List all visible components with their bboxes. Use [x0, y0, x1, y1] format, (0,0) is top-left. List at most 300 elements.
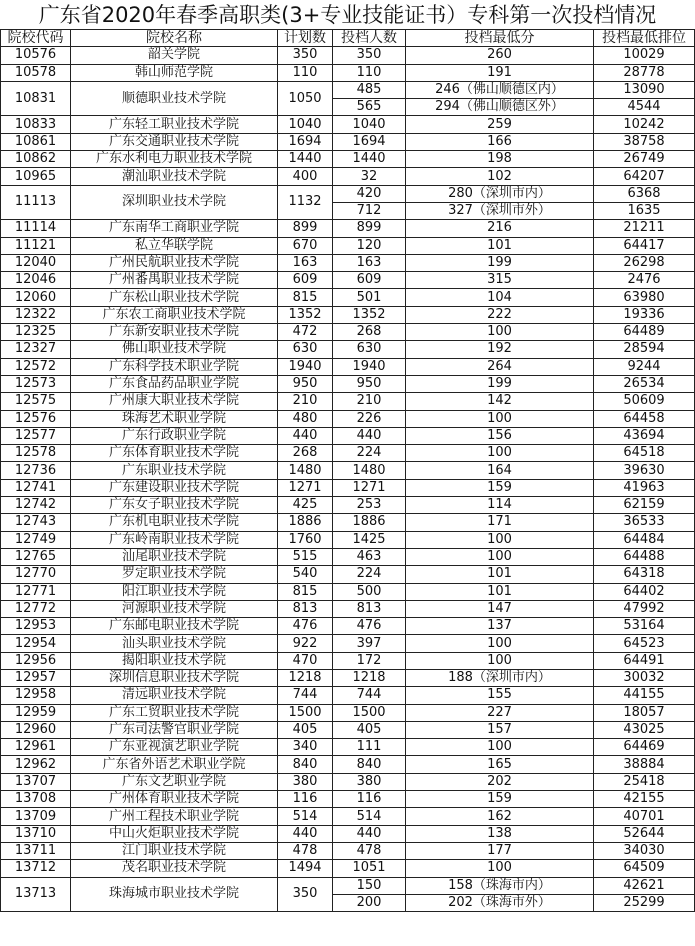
plan-count-cell: 476 — [278, 618, 333, 635]
min-score-cell: 227 — [406, 704, 594, 721]
min-score-cell: 171 — [406, 514, 594, 531]
admitted-count-cell: 380 — [333, 773, 406, 790]
admitted-count-cell: 1271 — [333, 479, 406, 496]
school-code-cell: 12953 — [1, 618, 71, 635]
school-code-cell: 12040 — [1, 254, 71, 271]
table-row — [1, 773, 695, 790]
plan-count-cell: 110 — [278, 64, 333, 81]
school-name-cell: 广东南华工商职业学院 — [71, 220, 278, 237]
plan-count-cell: 425 — [278, 497, 333, 514]
min-score-cell: 100 — [406, 548, 594, 565]
school-name-cell: 广东行政职业学院 — [71, 427, 278, 444]
min-rank-cell: 40701 — [594, 808, 695, 825]
min-score-cell: 164 — [406, 462, 594, 479]
plan-count-cell: 268 — [278, 445, 333, 462]
table-row — [1, 151, 695, 168]
table-row — [1, 566, 695, 583]
school-code-cell: 10831 — [1, 81, 71, 116]
plan-count-cell: 514 — [278, 808, 333, 825]
plan-count-cell: 380 — [278, 773, 333, 790]
school-name-cell: 广东农工商职业技术学院 — [71, 306, 278, 323]
min-rank-cell: 64489 — [594, 324, 695, 341]
min-score-cell: 159 — [406, 479, 594, 496]
min-rank-cell: 34030 — [594, 842, 695, 859]
plan-count-cell: 815 — [278, 583, 333, 600]
school-name-cell: 韩山师范学院 — [71, 64, 278, 81]
school-code-cell: 12572 — [1, 358, 71, 375]
school-name-cell: 广东司法警官职业学院 — [71, 721, 278, 738]
table-row — [1, 254, 695, 271]
plan-count-cell: 163 — [278, 254, 333, 271]
min-score-cell: 114 — [406, 497, 594, 514]
plan-count-cell: 670 — [278, 237, 333, 254]
school-code-cell: 11114 — [1, 220, 71, 237]
min-score-cell: 157 — [406, 721, 594, 738]
admitted-count-cell: 200 — [333, 894, 406, 911]
school-name-cell: 珠海艺术职业学院 — [71, 410, 278, 427]
min-score-cell: 188（深圳市内） — [406, 669, 594, 686]
school-code-cell: 13709 — [1, 808, 71, 825]
min-rank-cell: 44155 — [594, 687, 695, 704]
table-row — [1, 842, 695, 859]
table-row — [1, 306, 695, 323]
min-rank-cell: 2476 — [594, 272, 695, 289]
plan-count-cell: 350 — [278, 47, 333, 64]
plan-count-cell: 440 — [278, 427, 333, 444]
admitted-count-cell: 1480 — [333, 462, 406, 479]
min-rank-cell: 36533 — [594, 514, 695, 531]
school-name-cell: 广东科学技术职业学院 — [71, 358, 278, 375]
min-score-cell: 260 — [406, 47, 594, 64]
admitted-count-cell: 350 — [333, 47, 406, 64]
min-score-cell: 165 — [406, 756, 594, 773]
plan-count-cell: 1050 — [278, 81, 333, 116]
school-name-cell: 韶关学院 — [71, 47, 278, 64]
school-name-cell: 阳江职业技术学院 — [71, 583, 278, 600]
table-row — [1, 185, 695, 202]
admitted-count-cell: 478 — [333, 842, 406, 859]
table-row — [1, 81, 695, 98]
min-rank-cell: 18057 — [594, 704, 695, 721]
min-score-cell: 101 — [406, 583, 594, 600]
min-rank-cell: 64484 — [594, 531, 695, 548]
column-header-name: 院校名称 — [71, 30, 278, 47]
admitted-count-cell: 224 — [333, 566, 406, 583]
column-header-plan: 计划数 — [278, 30, 333, 47]
school-code-cell: 10578 — [1, 64, 71, 81]
table-row — [1, 220, 695, 237]
table-row — [1, 825, 695, 842]
admitted-count-cell: 405 — [333, 721, 406, 738]
admitted-count-cell: 485 — [333, 81, 406, 98]
school-code-cell: 12060 — [1, 289, 71, 306]
plan-count-cell: 1760 — [278, 531, 333, 548]
min-rank-cell: 53164 — [594, 618, 695, 635]
table-row — [1, 704, 695, 721]
min-rank-cell: 38884 — [594, 756, 695, 773]
table-row — [1, 791, 695, 808]
table-row — [1, 375, 695, 392]
min-rank-cell: 4544 — [594, 99, 695, 116]
min-score-cell: 100 — [406, 635, 594, 652]
admitted-count-cell: 268 — [333, 324, 406, 341]
min-rank-cell: 50609 — [594, 393, 695, 410]
plan-count-cell: 400 — [278, 168, 333, 185]
school-code-cell: 12046 — [1, 272, 71, 289]
school-name-cell: 潮汕职业技术学院 — [71, 168, 278, 185]
admitted-count-cell: 1886 — [333, 514, 406, 531]
admitted-count-cell: 1040 — [333, 116, 406, 133]
table-row — [1, 739, 695, 756]
min-score-cell: 100 — [406, 531, 594, 548]
school-code-cell: 12325 — [1, 324, 71, 341]
school-name-cell: 广州民航职业技术学院 — [71, 254, 278, 271]
table-row — [1, 168, 695, 185]
school-name-cell: 汕头职业技术学院 — [71, 635, 278, 652]
min-rank-cell: 26298 — [594, 254, 695, 271]
min-score-cell: 104 — [406, 289, 594, 306]
admitted-count-cell: 565 — [333, 99, 406, 116]
plan-count-cell: 540 — [278, 566, 333, 583]
table-row — [1, 116, 695, 133]
admitted-count-cell: 1352 — [333, 306, 406, 323]
school-name-cell: 顺德职业技术学院 — [71, 81, 278, 116]
table-row — [1, 721, 695, 738]
table-row — [1, 427, 695, 444]
plan-count-cell: 350 — [278, 877, 333, 912]
table-row — [1, 618, 695, 635]
school-code-cell: 12576 — [1, 410, 71, 427]
school-name-cell: 茂名职业技术学院 — [71, 860, 278, 877]
table-row — [1, 808, 695, 825]
min-rank-cell: 6368 — [594, 185, 695, 202]
school-code-cell: 12961 — [1, 739, 71, 756]
table-row — [1, 756, 695, 773]
min-rank-cell: 41963 — [594, 479, 695, 496]
min-score-cell: 147 — [406, 600, 594, 617]
min-score-cell: 294（佛山顺德区外） — [406, 99, 594, 116]
admitted-count-cell: 163 — [333, 254, 406, 271]
plan-count-cell: 1480 — [278, 462, 333, 479]
plan-count-cell: 478 — [278, 842, 333, 859]
min-score-cell: 198 — [406, 151, 594, 168]
min-score-cell: 156 — [406, 427, 594, 444]
admitted-count-cell: 712 — [333, 202, 406, 219]
school-name-cell: 广州康大职业技术学院 — [71, 393, 278, 410]
admitted-count-cell: 420 — [333, 185, 406, 202]
admitted-count-cell: 397 — [333, 635, 406, 652]
school-name-cell: 私立华联学院 — [71, 237, 278, 254]
table-row — [1, 877, 695, 894]
table-row — [1, 289, 695, 306]
admitted-count-cell: 514 — [333, 808, 406, 825]
table-body — [1, 47, 695, 912]
min-score-cell: 280（深圳市内） — [406, 185, 594, 202]
min-score-cell: 166 — [406, 133, 594, 150]
min-score-cell: 246（佛山顺德区内） — [406, 81, 594, 98]
min-rank-cell: 25418 — [594, 773, 695, 790]
admitted-count-cell: 172 — [333, 652, 406, 669]
min-score-cell: 199 — [406, 254, 594, 271]
plan-count-cell: 470 — [278, 652, 333, 669]
school-code-cell: 12578 — [1, 445, 71, 462]
admission-table — [0, 29, 695, 912]
school-name-cell: 深圳职业技术学院 — [71, 185, 278, 220]
admitted-count-cell: 440 — [333, 825, 406, 842]
min-rank-cell: 43025 — [594, 721, 695, 738]
table-row — [1, 64, 695, 81]
school-name-cell: 广东机电职业技术学院 — [71, 514, 278, 531]
admitted-count-cell: 1425 — [333, 531, 406, 548]
min-score-cell: 100 — [406, 410, 594, 427]
school-code-cell: 12743 — [1, 514, 71, 531]
admitted-count-cell: 501 — [333, 289, 406, 306]
school-code-cell: 12770 — [1, 566, 71, 583]
admitted-count-cell: 813 — [333, 600, 406, 617]
plan-count-cell: 1940 — [278, 358, 333, 375]
admitted-count-cell: 1218 — [333, 669, 406, 686]
admitted-count-cell: 1440 — [333, 151, 406, 168]
plan-count-cell: 1040 — [278, 116, 333, 133]
min-score-cell: 100 — [406, 445, 594, 462]
column-header-admitted: 投档人数 — [333, 30, 406, 47]
school-code-cell: 12765 — [1, 548, 71, 565]
admitted-count-cell: 224 — [333, 445, 406, 462]
plan-count-cell: 1694 — [278, 133, 333, 150]
min-score-cell: 100 — [406, 860, 594, 877]
min-score-cell: 162 — [406, 808, 594, 825]
school-code-cell: 10965 — [1, 168, 71, 185]
school-code-cell: 10576 — [1, 47, 71, 64]
plan-count-cell: 340 — [278, 739, 333, 756]
min-score-cell: 101 — [406, 237, 594, 254]
school-name-cell: 珠海城市职业技术学院 — [71, 877, 278, 912]
table-header-row — [1, 30, 695, 47]
min-score-cell: 137 — [406, 618, 594, 635]
min-rank-cell: 64458 — [594, 410, 695, 427]
table-row — [1, 341, 695, 358]
table-row — [1, 669, 695, 686]
min-rank-cell: 13090 — [594, 81, 695, 98]
school-code-cell: 12327 — [1, 341, 71, 358]
min-rank-cell: 64469 — [594, 739, 695, 756]
school-name-cell: 汕尾职业技术学院 — [71, 548, 278, 565]
plan-count-cell: 840 — [278, 756, 333, 773]
admitted-count-cell: 950 — [333, 375, 406, 392]
admitted-count-cell: 120 — [333, 237, 406, 254]
min-score-cell: 202 — [406, 773, 594, 790]
school-code-cell: 11121 — [1, 237, 71, 254]
min-score-cell: 100 — [406, 652, 594, 669]
column-header-code: 院校代码 — [1, 30, 71, 47]
plan-count-cell: 1132 — [278, 185, 333, 220]
min-rank-cell: 10029 — [594, 47, 695, 64]
page-title: 广东省2020年春季高职类(3+专业技能证书）专科第一次投档情况 — [38, 3, 657, 27]
admitted-count-cell: 630 — [333, 341, 406, 358]
plan-count-cell: 515 — [278, 548, 333, 565]
min-rank-cell: 28594 — [594, 341, 695, 358]
plan-count-cell: 210 — [278, 393, 333, 410]
plan-count-cell: 405 — [278, 721, 333, 738]
school-name-cell: 广东文艺职业学院 — [71, 773, 278, 790]
admitted-count-cell: 476 — [333, 618, 406, 635]
min-score-cell: 101 — [406, 566, 594, 583]
min-rank-cell: 42621 — [594, 877, 695, 894]
school-code-cell: 12749 — [1, 531, 71, 548]
school-name-cell: 清远职业技术学院 — [71, 687, 278, 704]
min-score-cell: 199 — [406, 375, 594, 392]
school-name-cell: 广东省外语艺术职业学院 — [71, 756, 278, 773]
admitted-count-cell: 463 — [333, 548, 406, 565]
min-rank-cell: 25299 — [594, 894, 695, 911]
school-name-cell: 中山火炬职业技术学院 — [71, 825, 278, 842]
min-score-cell: 202（珠海市外） — [406, 894, 594, 911]
school-code-cell: 12322 — [1, 306, 71, 323]
min-score-cell: 159 — [406, 791, 594, 808]
table-row — [1, 497, 695, 514]
table-row — [1, 410, 695, 427]
admitted-count-cell: 1694 — [333, 133, 406, 150]
plan-count-cell: 116 — [278, 791, 333, 808]
admitted-count-cell: 150 — [333, 877, 406, 894]
admitted-count-cell: 609 — [333, 272, 406, 289]
min-score-cell: 177 — [406, 842, 594, 859]
school-name-cell: 广州工程技术职业学院 — [71, 808, 278, 825]
school-name-cell: 广州体育职业技术学院 — [71, 791, 278, 808]
table-row — [1, 324, 695, 341]
school-code-cell: 12958 — [1, 687, 71, 704]
table-row — [1, 583, 695, 600]
table-row — [1, 393, 695, 410]
plan-count-cell: 950 — [278, 375, 333, 392]
min-rank-cell: 43694 — [594, 427, 695, 444]
school-name-cell: 罗定职业技术学院 — [71, 566, 278, 583]
table-row — [1, 133, 695, 150]
min-rank-cell: 19336 — [594, 306, 695, 323]
school-code-cell: 13708 — [1, 791, 71, 808]
admitted-count-cell: 111 — [333, 739, 406, 756]
min-rank-cell: 28778 — [594, 64, 695, 81]
min-score-cell: 100 — [406, 739, 594, 756]
school-name-cell: 江门职业技术学院 — [71, 842, 278, 859]
min-rank-cell: 39630 — [594, 462, 695, 479]
school-code-cell: 12742 — [1, 497, 71, 514]
admitted-count-cell: 440 — [333, 427, 406, 444]
school-code-cell: 12772 — [1, 600, 71, 617]
min-score-cell: 216 — [406, 220, 594, 237]
min-score-cell: 102 — [406, 168, 594, 185]
min-score-cell: 222 — [406, 306, 594, 323]
min-rank-cell: 26534 — [594, 375, 695, 392]
school-name-cell: 广东轻工职业技术学院 — [71, 116, 278, 133]
admitted-count-cell: 1500 — [333, 704, 406, 721]
admitted-count-cell: 840 — [333, 756, 406, 773]
school-name-cell: 广东工贸职业技术学院 — [71, 704, 278, 721]
min-rank-cell: 10242 — [594, 116, 695, 133]
min-rank-cell: 64523 — [594, 635, 695, 652]
plan-count-cell: 922 — [278, 635, 333, 652]
school-code-cell: 12575 — [1, 393, 71, 410]
school-name-cell: 广东交通职业技术学院 — [71, 133, 278, 150]
admitted-count-cell: 899 — [333, 220, 406, 237]
table-row — [1, 514, 695, 531]
plan-count-cell: 744 — [278, 687, 333, 704]
plan-count-cell: 480 — [278, 410, 333, 427]
plan-count-cell: 1886 — [278, 514, 333, 531]
admitted-count-cell: 226 — [333, 410, 406, 427]
school-code-cell: 12957 — [1, 669, 71, 686]
table-row — [1, 600, 695, 617]
school-code-cell: 12573 — [1, 375, 71, 392]
min-rank-cell: 47992 — [594, 600, 695, 617]
table-row — [1, 272, 695, 289]
school-name-cell: 广东女子职业技术学院 — [71, 497, 278, 514]
school-name-cell: 揭阳职业技术学院 — [71, 652, 278, 669]
min-rank-cell: 64207 — [594, 168, 695, 185]
school-name-cell: 广东职业技术学院 — [71, 462, 278, 479]
admitted-count-cell: 32 — [333, 168, 406, 185]
min-score-cell: 327（深圳市外） — [406, 202, 594, 219]
plan-count-cell: 899 — [278, 220, 333, 237]
school-code-cell: 13710 — [1, 825, 71, 842]
school-code-cell: 11113 — [1, 185, 71, 220]
admitted-count-cell: 1051 — [333, 860, 406, 877]
school-code-cell: 12771 — [1, 583, 71, 600]
plan-count-cell: 1494 — [278, 860, 333, 877]
min-score-cell: 259 — [406, 116, 594, 133]
admitted-count-cell: 210 — [333, 393, 406, 410]
school-code-cell: 12960 — [1, 721, 71, 738]
table-row — [1, 860, 695, 877]
plan-count-cell: 472 — [278, 324, 333, 341]
min-rank-cell: 42155 — [594, 791, 695, 808]
min-score-cell: 142 — [406, 393, 594, 410]
min-score-cell: 155 — [406, 687, 594, 704]
plan-count-cell: 815 — [278, 289, 333, 306]
min-score-cell: 192 — [406, 341, 594, 358]
admitted-count-cell: 1940 — [333, 358, 406, 375]
min-rank-cell: 64509 — [594, 860, 695, 877]
min-rank-cell: 26749 — [594, 151, 695, 168]
school-code-cell: 10862 — [1, 151, 71, 168]
school-code-cell: 12736 — [1, 462, 71, 479]
table-row — [1, 635, 695, 652]
column-header-min-rank: 投档最低排位 — [594, 30, 695, 47]
school-name-cell: 河源职业技术学院 — [71, 600, 278, 617]
school-name-cell: 广东食品药品职业学院 — [71, 375, 278, 392]
plan-count-cell: 1500 — [278, 704, 333, 721]
school-code-cell: 12962 — [1, 756, 71, 773]
min-rank-cell: 64417 — [594, 237, 695, 254]
school-code-cell: 13712 — [1, 860, 71, 877]
min-rank-cell: 64318 — [594, 566, 695, 583]
school-name-cell: 广东松山职业技术学院 — [71, 289, 278, 306]
min-rank-cell: 30032 — [594, 669, 695, 686]
min-rank-cell: 64518 — [594, 445, 695, 462]
school-name-cell: 广东亚视演艺职业学院 — [71, 739, 278, 756]
school-code-cell: 12954 — [1, 635, 71, 652]
school-name-cell: 广东体育职业技术学院 — [71, 445, 278, 462]
school-code-cell: 13711 — [1, 842, 71, 859]
school-name-cell: 佛山职业技术学院 — [71, 341, 278, 358]
admitted-count-cell: 744 — [333, 687, 406, 704]
plan-count-cell: 440 — [278, 825, 333, 842]
table-row — [1, 479, 695, 496]
min-rank-cell: 21211 — [594, 220, 695, 237]
school-code-cell: 10833 — [1, 116, 71, 133]
school-name-cell: 广州番禺职业技术学院 — [71, 272, 278, 289]
min-rank-cell: 52644 — [594, 825, 695, 842]
